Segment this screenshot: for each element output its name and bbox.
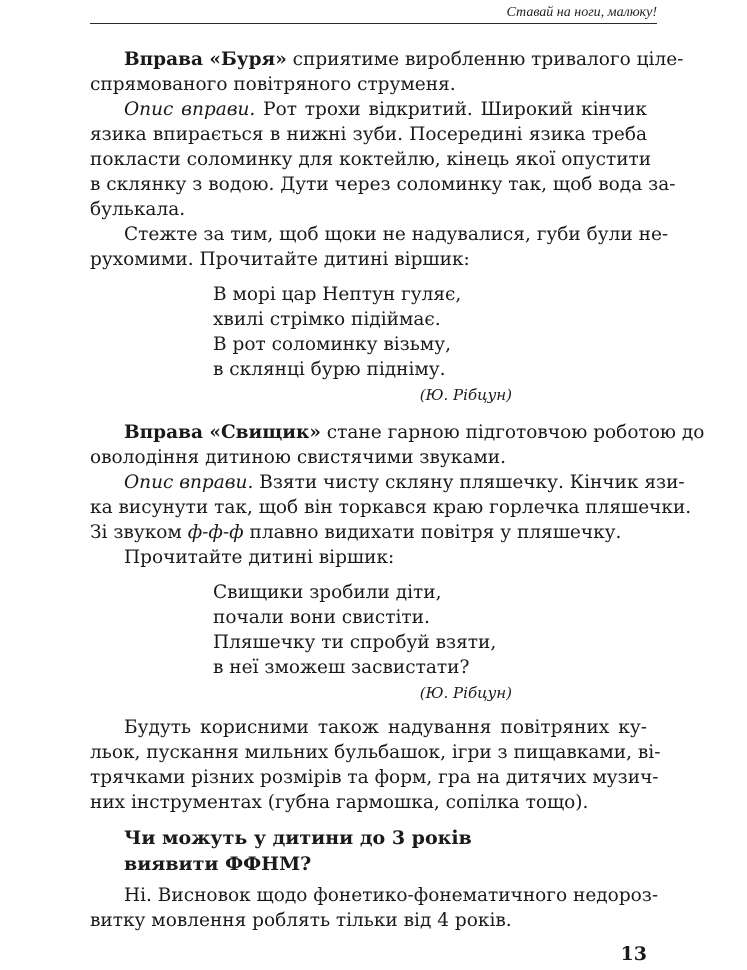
ex1-line-2: спрямованого повітряного струменя. bbox=[90, 74, 456, 95]
para-line-2: льок, пускання мильних бульбашок, ігри з пищавками, ві- bbox=[90, 742, 661, 763]
ex1-line-9: рухомими. Прочитайте дитині віршик: bbox=[90, 249, 470, 270]
answer-line-1: Ні. Висновок щодо фонетико-фонематичного недороз- bbox=[124, 885, 659, 906]
ex2-line-1-text: стане гарною підготовчою роботою до bbox=[320, 422, 705, 443]
ex1-line-1 bbox=[124, 48, 684, 72]
ex2-line-4: ка висунути так, щоб він торкався краю горлечка пляшечки. bbox=[90, 497, 692, 518]
ex2-line-3 bbox=[124, 471, 685, 495]
ex2-verse-line: Пляшечку ти спробуй взяти, bbox=[213, 632, 497, 653]
ex2-line-5 bbox=[90, 521, 647, 545]
para-line-1: Будуть корисними також надування повітряних ку- bbox=[124, 717, 647, 738]
question-heading-line-1: Чи можуть у дитини до 3 років bbox=[124, 827, 472, 849]
ex1-verse-line: в склянці бурю підніму. bbox=[213, 359, 446, 380]
ex1-line-6: в склянку з водою. Дути через соломинку так, щоб вода за- bbox=[90, 174, 676, 195]
ex2-line-3-text: Взяти чисту скляну пляшечку. Кінчик язи- bbox=[253, 472, 685, 493]
ex1-description-label: Опис вправи. bbox=[124, 99, 256, 120]
header-rule bbox=[90, 23, 657, 24]
para-line-3: трячками різних розмірів та форм, гра на дитячих музич- bbox=[90, 767, 659, 788]
ex1-line-5: покласти соломинку для коктейлю, кінець якої опустити bbox=[90, 149, 652, 170]
ex2-line-6: Прочитайте дитині віршик: bbox=[124, 547, 395, 568]
ex2-verse-author: (Ю. Рібцун) bbox=[419, 684, 512, 702]
ex2-line-1 bbox=[124, 421, 705, 445]
ex1-line-3-text: Рот трохи відкритий. Широкий кінчик bbox=[255, 99, 647, 120]
ex2-description-label: Опис вправи. bbox=[124, 472, 254, 493]
ex1-line-8: Стежте за тим, щоб щоки не надувалися, губи були не- bbox=[124, 224, 669, 245]
ex2-line-2: оволодіння дитиною свистячими звуками. bbox=[90, 447, 506, 468]
page-number: 13 bbox=[620, 943, 647, 965]
ex2-line-5-text: плавно видихати повітря у пляшечку. bbox=[243, 522, 622, 543]
para-line-4: них інструментах (губна гармошка, сопілка тощо). bbox=[90, 792, 589, 813]
ex1-verse-author: (Ю. Рібцун) bbox=[419, 386, 512, 404]
ex2-verse-line: Свищики зробили діти, bbox=[213, 582, 442, 603]
ex1-line-3 bbox=[124, 98, 647, 122]
ex2-title: Вправа «Свищик» bbox=[124, 422, 321, 443]
ex1-verse-line: В рот соломинку візьму, bbox=[213, 334, 451, 355]
ex1-line-4: язика впирається в нижні зуби. Посередині язика треба bbox=[90, 124, 647, 145]
ex2-verse-line: почали вони свистіти. bbox=[213, 607, 430, 628]
ex1-line-1-text: сприятиме виробленню тривалого ціле- bbox=[286, 49, 684, 70]
ex1-verse-line: В морі цар Нептун гуляє, bbox=[213, 284, 462, 305]
ex1-verse-line: хвилі стрімко підіймає. bbox=[213, 309, 441, 330]
ex2-sound: ф-ф-ф bbox=[187, 522, 244, 543]
ex1-line-7: булькала. bbox=[90, 199, 186, 220]
running-header: Ставай на ноги, малюку! bbox=[506, 5, 657, 20]
ex2-line-5-pre: Зі звуком bbox=[90, 522, 188, 543]
question-heading-line-2: виявити ФФНМ? bbox=[124, 853, 312, 875]
answer-line-2: витку мовлення роблять тільки від 4 років. bbox=[90, 910, 512, 931]
ex2-verse-line: в неї зможеш засвистати? bbox=[213, 657, 470, 678]
ex1-title: Вправа «Буря» bbox=[124, 49, 287, 70]
